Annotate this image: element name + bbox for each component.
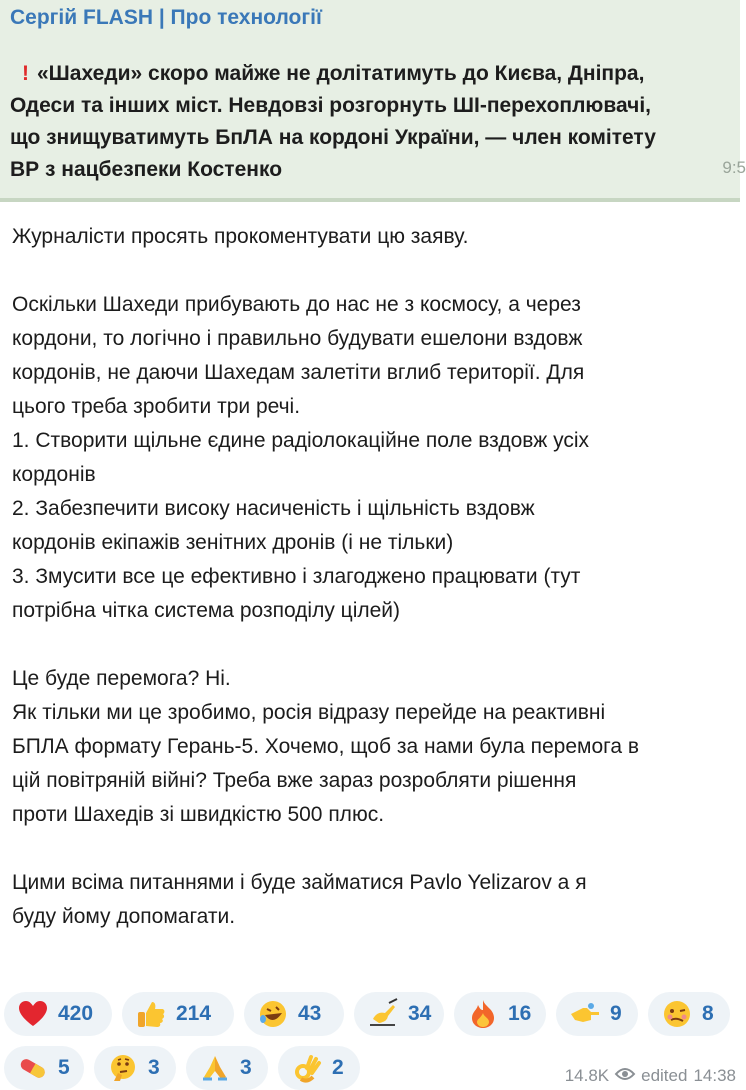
message-meta bbox=[565, 1066, 736, 1086]
reply-line: що знищуватимуть БпЛА на кордоні України, — член комітету bbox=[10, 126, 656, 149]
reaction-thinking-face[interactable] bbox=[94, 1046, 176, 1090]
paragraph-line: цій повітряній війні? Треба вже зараз розробляти рішення bbox=[12, 769, 577, 792]
paragraph-line: кордонів екіпажів зенітних дронів (і не тільки) bbox=[12, 531, 454, 554]
paragraph-line: кордонів bbox=[12, 463, 96, 486]
reaction-count: 214 bbox=[176, 1002, 212, 1025]
thumbs-up-icon bbox=[134, 997, 168, 1031]
paragraph-line: 2. Забезпечити високу насиченість і щільність вздовж bbox=[12, 497, 535, 520]
paragraph-line: Це буде перемога? Ні. bbox=[12, 667, 231, 690]
paragraph-line: кордонів, не даючи Шахедам залетіти вглиб території. Для bbox=[12, 361, 585, 384]
paragraph-line: БПЛА формату Герань-5. Хочемо, щоб за нами була перемога в bbox=[12, 735, 640, 758]
paragraph-line: Оскільки Шахеди прибувають до нас не з космосу, а через bbox=[12, 293, 581, 316]
reply-time: 9:5 bbox=[722, 158, 746, 177]
message-body bbox=[12, 220, 738, 934]
paragraph-gap bbox=[12, 832, 738, 866]
reply-text bbox=[10, 58, 740, 186]
paragraph-line: 3. Змусити все це ефективно і злагоджено працювати (тут bbox=[12, 565, 581, 588]
reaction-folded-hands[interactable] bbox=[186, 1046, 268, 1090]
reaction-count: 420 bbox=[58, 1002, 94, 1025]
reaction-count: 8 bbox=[702, 1002, 714, 1025]
reaction-count: 43 bbox=[298, 1002, 322, 1025]
paragraph-line: Як тільки ми це зробимо, росія відразу перейде на реактивні bbox=[12, 701, 606, 724]
exclamation-icon: ! bbox=[22, 62, 29, 85]
rofl-icon bbox=[256, 997, 290, 1031]
paragraph-line: 1. Створити щільне єдине радіолокаційне поле вздовж усіх bbox=[12, 429, 590, 452]
reaction-count: 16 bbox=[508, 1002, 532, 1025]
fire-icon bbox=[466, 997, 500, 1031]
paragraph-line: потрібна чітка система розподілу цілей) bbox=[12, 599, 401, 622]
thinking-face-icon bbox=[106, 1051, 140, 1085]
writing-hand-icon bbox=[366, 997, 400, 1031]
reaction-ok-hand[interactable] bbox=[278, 1046, 360, 1090]
paragraph-line: проти Шахедів зі швидкістю 500 плюс. bbox=[12, 803, 385, 826]
reaction-count: 9 bbox=[610, 1002, 622, 1025]
reaction-rofl[interactable] bbox=[244, 992, 344, 1036]
paragraph-line: буду йому допомагати. bbox=[12, 905, 236, 928]
view-count: 14.8K bbox=[564, 1066, 610, 1085]
reaction-count: 3 bbox=[148, 1056, 160, 1079]
reaction-count: 2 bbox=[332, 1056, 344, 1079]
eye-icon bbox=[615, 1066, 635, 1086]
reaction-fire[interactable] bbox=[454, 992, 546, 1036]
reaction-heart[interactable] bbox=[4, 992, 112, 1036]
reaction-writing-hand[interactable] bbox=[354, 992, 444, 1036]
pointing-hand-icon bbox=[568, 997, 602, 1031]
reply-line bbox=[10, 58, 740, 90]
reply-line: Одеси та інших міст. Невдовзі розгорнуть ШІ-перехоплювачі, bbox=[10, 94, 652, 117]
reply-line: ВР з нацбезпеки Костенко bbox=[10, 158, 283, 181]
paragraph-line: цього треба зробити три речі. bbox=[12, 395, 301, 418]
reaction-woozy-face[interactable] bbox=[648, 992, 730, 1036]
reply-preview[interactable] bbox=[0, 0, 746, 202]
reaction-thumbs-up[interactable] bbox=[122, 992, 234, 1036]
ok-hand-icon bbox=[290, 1051, 324, 1085]
reaction-count: 3 bbox=[240, 1056, 252, 1079]
reaction-pointing-hand[interactable] bbox=[556, 992, 638, 1036]
paragraph-line: Журналісти просять прокоментувати цю заяву. bbox=[12, 225, 469, 248]
paragraph-line: Цими всіма питаннями і буде займатися Pavlo Yelizarov а я bbox=[12, 871, 587, 894]
paragraph-gap bbox=[12, 628, 738, 662]
pill-icon bbox=[16, 1051, 50, 1085]
reply-line-text: «Шахеди» скоро майже не долітатимуть до Києва, Дніпра, bbox=[37, 62, 645, 85]
folded-hands-icon bbox=[198, 1051, 232, 1085]
reaction-count: 34 bbox=[408, 1002, 432, 1025]
reaction-pill[interactable] bbox=[4, 1046, 84, 1090]
paragraph-gap bbox=[12, 254, 738, 288]
heart-icon bbox=[16, 997, 50, 1031]
edited-label: edited bbox=[641, 1066, 688, 1085]
woozy-face-icon bbox=[660, 997, 694, 1031]
paragraph-line: кордони, то логічно і правильно будувати ешелони вздовж bbox=[12, 327, 583, 350]
reply-author[interactable]: Сергій FLASH | Про технології bbox=[10, 6, 322, 29]
reaction-count: 5 bbox=[58, 1056, 70, 1079]
message-time: 14:38 bbox=[693, 1066, 736, 1085]
